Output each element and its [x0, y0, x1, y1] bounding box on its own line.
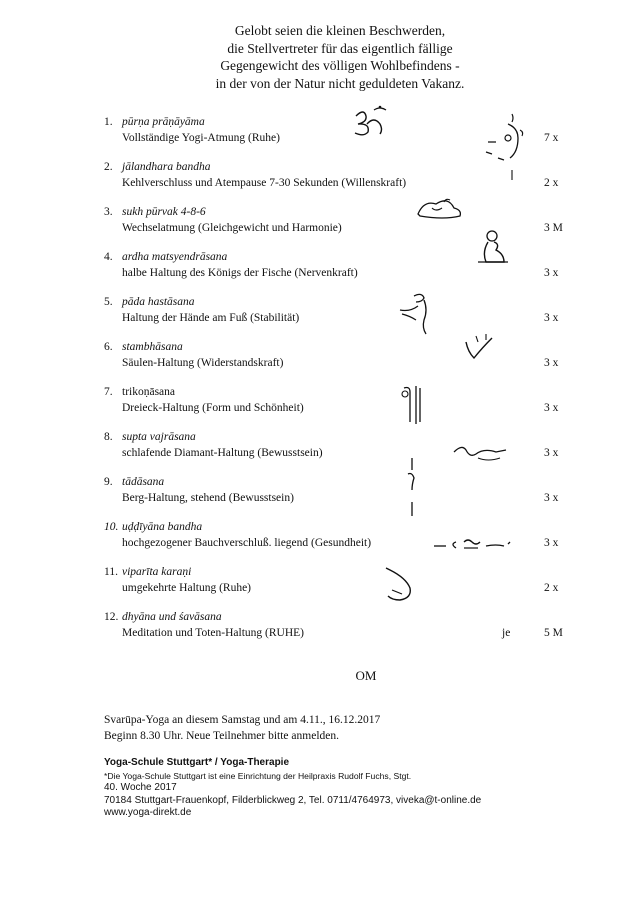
exercise-sanskrit-name: viparīta karaṇi — [122, 566, 192, 578]
twist-pose-sketch — [474, 228, 510, 268]
exercise-repetitions: 3 x — [544, 447, 559, 459]
exercise-sanskrit-name: pūrṇa prāṇāyāma — [122, 116, 205, 128]
exercise-repetitions: 3 x — [544, 492, 559, 504]
school-note: *Die Yoga-Schule Stuttgart ist eine Einrichtung der Heilpraxis Rudolf Fuchs, Stgt. — [104, 770, 412, 781]
exercise-description: Wechselatmung (Gleichgewicht und Harmonie) — [122, 222, 342, 234]
notice-dates: Svarūpa-Yoga an diesem Samstag und am 4.11., 16.12.2017 — [104, 714, 381, 726]
exercise-description: umgekehrte Haltung (Ruhe) — [122, 582, 252, 594]
exercise-description: Säulen-Haltung (Widerstandskraft) — [122, 357, 284, 369]
exercise-number: 3. — [104, 206, 113, 218]
inverted-pose-sketch — [380, 564, 420, 606]
forward-bend-sketch — [396, 290, 436, 336]
exercise-repetitions: 7 x — [544, 132, 559, 144]
exercise-number: 8. — [104, 431, 113, 443]
seated-breathing-sketch — [414, 192, 466, 222]
intro-line: Gegengewicht des völligen Wohlbefindens - — [220, 58, 460, 73]
exercise-repetitions: 2 x — [544, 177, 559, 189]
school-title: Yoga-Schule Stuttgart* / Yoga-Therapie — [104, 757, 290, 768]
school-footer — [104, 757, 481, 820]
exercise-sanskrit-name: uḍḍīyāna bandha — [122, 521, 203, 533]
exercise-sanskrit-name: ardha matsyendrāsana — [122, 251, 228, 263]
exercise-number: 11. — [104, 566, 118, 578]
exercise-repetitions: 3 M — [544, 222, 563, 234]
exercise-description: hochgezogener Bauchverschluß. liegend (Gesundheit) — [122, 537, 372, 549]
exercise-description: Vollständige Yogi-Atmung (Ruhe) — [122, 132, 280, 144]
exercise-description: halbe Haltung des Königs der Fische (Nervenkraft) — [122, 267, 358, 279]
exercise-sanskrit-name: dhyāna und śavāsana — [122, 611, 222, 623]
exercise-number: 9. — [104, 476, 113, 488]
exercise-number: 2. — [104, 161, 113, 173]
exercise-number: 4. — [104, 251, 113, 263]
om-symbol-sketch — [350, 104, 392, 140]
exercise-number: 7. — [104, 386, 113, 398]
exercise-sanskrit-name: stambhāsana — [122, 341, 183, 353]
exercise-description: Kehlverschluss und Atempause 7-30 Sekunden (Willenskraft) — [122, 177, 407, 189]
exercise-number: 5. — [104, 296, 113, 308]
intro-line: in der von der Natur nicht geduldeten Vakanz. — [215, 75, 465, 91]
exercise-number: 12. — [104, 611, 119, 623]
exercise-number: 6. — [104, 341, 113, 353]
reclining-diamond-sketch — [452, 442, 508, 464]
exercise-repetitions: 5 M — [544, 627, 563, 639]
exercise-sanskrit-name: trikoṇāsana — [122, 386, 176, 398]
contact-address: 70184 Stuttgart-Frauenkopf, Filderblickweg 2, Tel. 0711/4764973, viveka@t-online.de — [104, 794, 482, 806]
notice-start-time: Beginn 8.30 Uhr. Neue Teilnehmer bitte anmelden. — [104, 730, 339, 742]
exercise-each-label: je — [502, 627, 511, 639]
exercise-repetitions: 2 x — [544, 582, 559, 594]
mountain-pose-sketch — [402, 456, 422, 520]
intro-line: Gelobt seien die kleinen Beschwerden, — [234, 23, 446, 38]
exercise-sanskrit-name: pāda hastāsana — [122, 296, 195, 308]
exercise-sanskrit-name: supta vajrāsana — [122, 431, 196, 443]
exercise-sanskrit-name: tādāsana — [122, 476, 165, 488]
exercise-number: 10. — [104, 521, 119, 533]
exercise-repetitions: 3 x — [544, 357, 559, 369]
om-heading: OM — [355, 668, 377, 683]
exercise-repetitions: 3 x — [544, 537, 559, 549]
intro-verse — [0, 22, 640, 92]
exercise-sanskrit-name: jālandhara bandha — [122, 161, 211, 173]
pillar-pose-sketch — [462, 332, 496, 362]
exercise-sanskrit-name: sukh pūrvak 4-8-6 — [122, 206, 206, 218]
exercise-repetitions: 3 x — [544, 402, 559, 414]
exercise-repetitions: 3 x — [544, 267, 559, 279]
breathing-face-sketch — [478, 112, 538, 184]
abdominal-lock-sketch — [432, 536, 512, 552]
exercise-repetitions: 3 x — [544, 312, 559, 324]
exercise-description: Haltung der Hände am Fuß (Stabilität) — [122, 312, 300, 324]
exercise-number: 1. — [104, 116, 113, 128]
class-notice — [104, 712, 380, 744]
triangle-pose-sketch — [398, 382, 424, 426]
week-label: 40. Woche 2017 — [104, 782, 177, 794]
exercise-description: schlafende Diamant-Haltung (Bewusstsein) — [122, 447, 323, 459]
website-link[interactable]: www.yoga-direkt.de — [104, 807, 192, 819]
exercise-description: Meditation und Toten-Haltung (RUHE) — [122, 627, 304, 639]
exercise-description: Dreieck-Haltung (Form und Schönheit) — [122, 402, 304, 414]
intro-line: die Stellvertreter für das eigentlich fällige — [227, 40, 453, 56]
exercise-description: Berg-Haltung, stehend (Bewusstsein) — [122, 492, 294, 504]
